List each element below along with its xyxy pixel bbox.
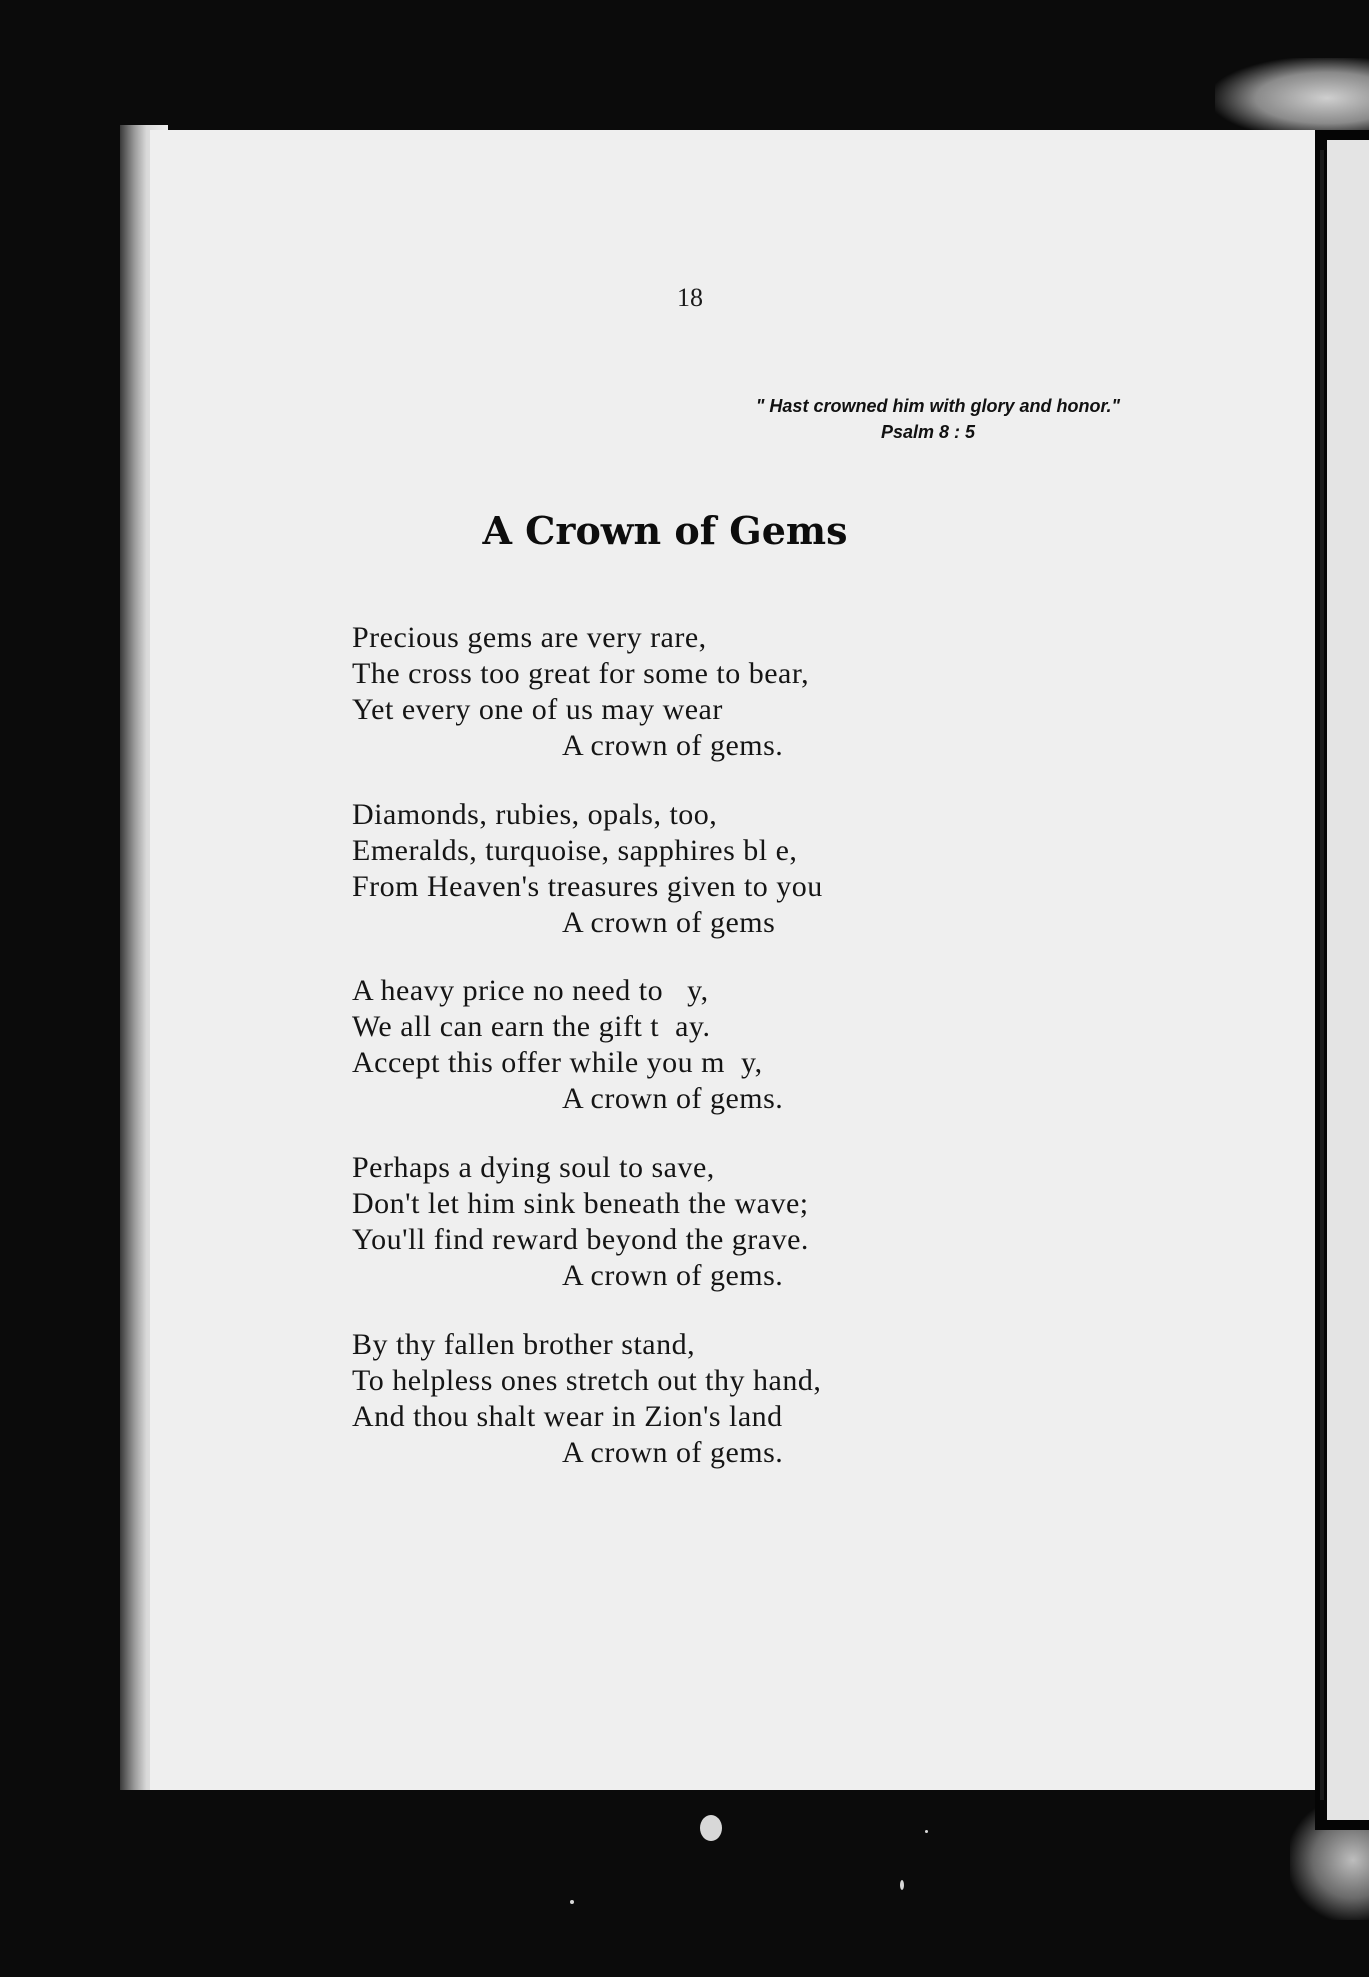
poem-refrain: A crown of gems. <box>562 1436 784 1469</box>
poem-line: Emeralds, turquoise, sapphires bl e, <box>352 834 798 867</box>
poem-line: By thy fallen brother stand, <box>352 1328 696 1361</box>
scan-speck <box>700 1815 722 1841</box>
scan-speck <box>925 1830 928 1833</box>
epigraph-quote: " Hast crowned him with glory and honor." <box>755 396 1120 416</box>
poem-line: Diamonds, rubies, opals, too, <box>352 798 718 831</box>
epigraph <box>560 393 1120 445</box>
stanza-4 <box>352 1150 1112 1294</box>
scan-speck <box>900 1880 904 1890</box>
poem-line: To helpless ones stretch out thy hand, <box>352 1364 822 1397</box>
poem-line: Perhaps a dying soul to save, <box>352 1151 715 1184</box>
gutter-line <box>1320 150 1324 1800</box>
poem-line: And thou shalt wear in Zion's land <box>352 1400 783 1433</box>
poem-line: We all can earn the gift t ay. <box>352 1010 711 1043</box>
poem-title: A Crown of Gems <box>482 508 848 553</box>
epigraph-citation: Psalm 8 : 5 <box>880 422 975 442</box>
book-page <box>150 130 1315 1790</box>
stanza-5 <box>352 1327 1112 1471</box>
poem-refrain: A crown of gems. <box>562 1082 784 1115</box>
poem-line: Yet every one of us may wear <box>352 693 723 726</box>
facing-page-edge <box>1327 140 1369 1820</box>
poem-line: A heavy price no need to y, <box>352 974 709 1007</box>
scan-speck <box>570 1900 574 1904</box>
stanza-3 <box>352 973 1112 1117</box>
poem-line: The cross too great for some to bear, <box>352 657 810 690</box>
page-number: 18 <box>677 283 703 312</box>
stanza-2 <box>352 797 1112 941</box>
poem-line: Don't let him sink beneath the wave; <box>352 1187 809 1220</box>
poem-line: You'll find reward beyond the grave. <box>352 1223 809 1256</box>
poem-line: From Heaven's treasures given to you <box>352 870 823 903</box>
poem-refrain: A crown of gems. <box>562 729 784 762</box>
scan-artifact-top-right <box>1215 58 1369 138</box>
poem-refrain: A crown of gems <box>562 906 776 939</box>
poem-line: Accept this offer while you m y, <box>352 1046 763 1079</box>
poem-refrain: A crown of gems. <box>562 1259 784 1292</box>
stanza-1 <box>352 620 1112 764</box>
poem-line: Precious gems are very rare, <box>352 621 707 654</box>
